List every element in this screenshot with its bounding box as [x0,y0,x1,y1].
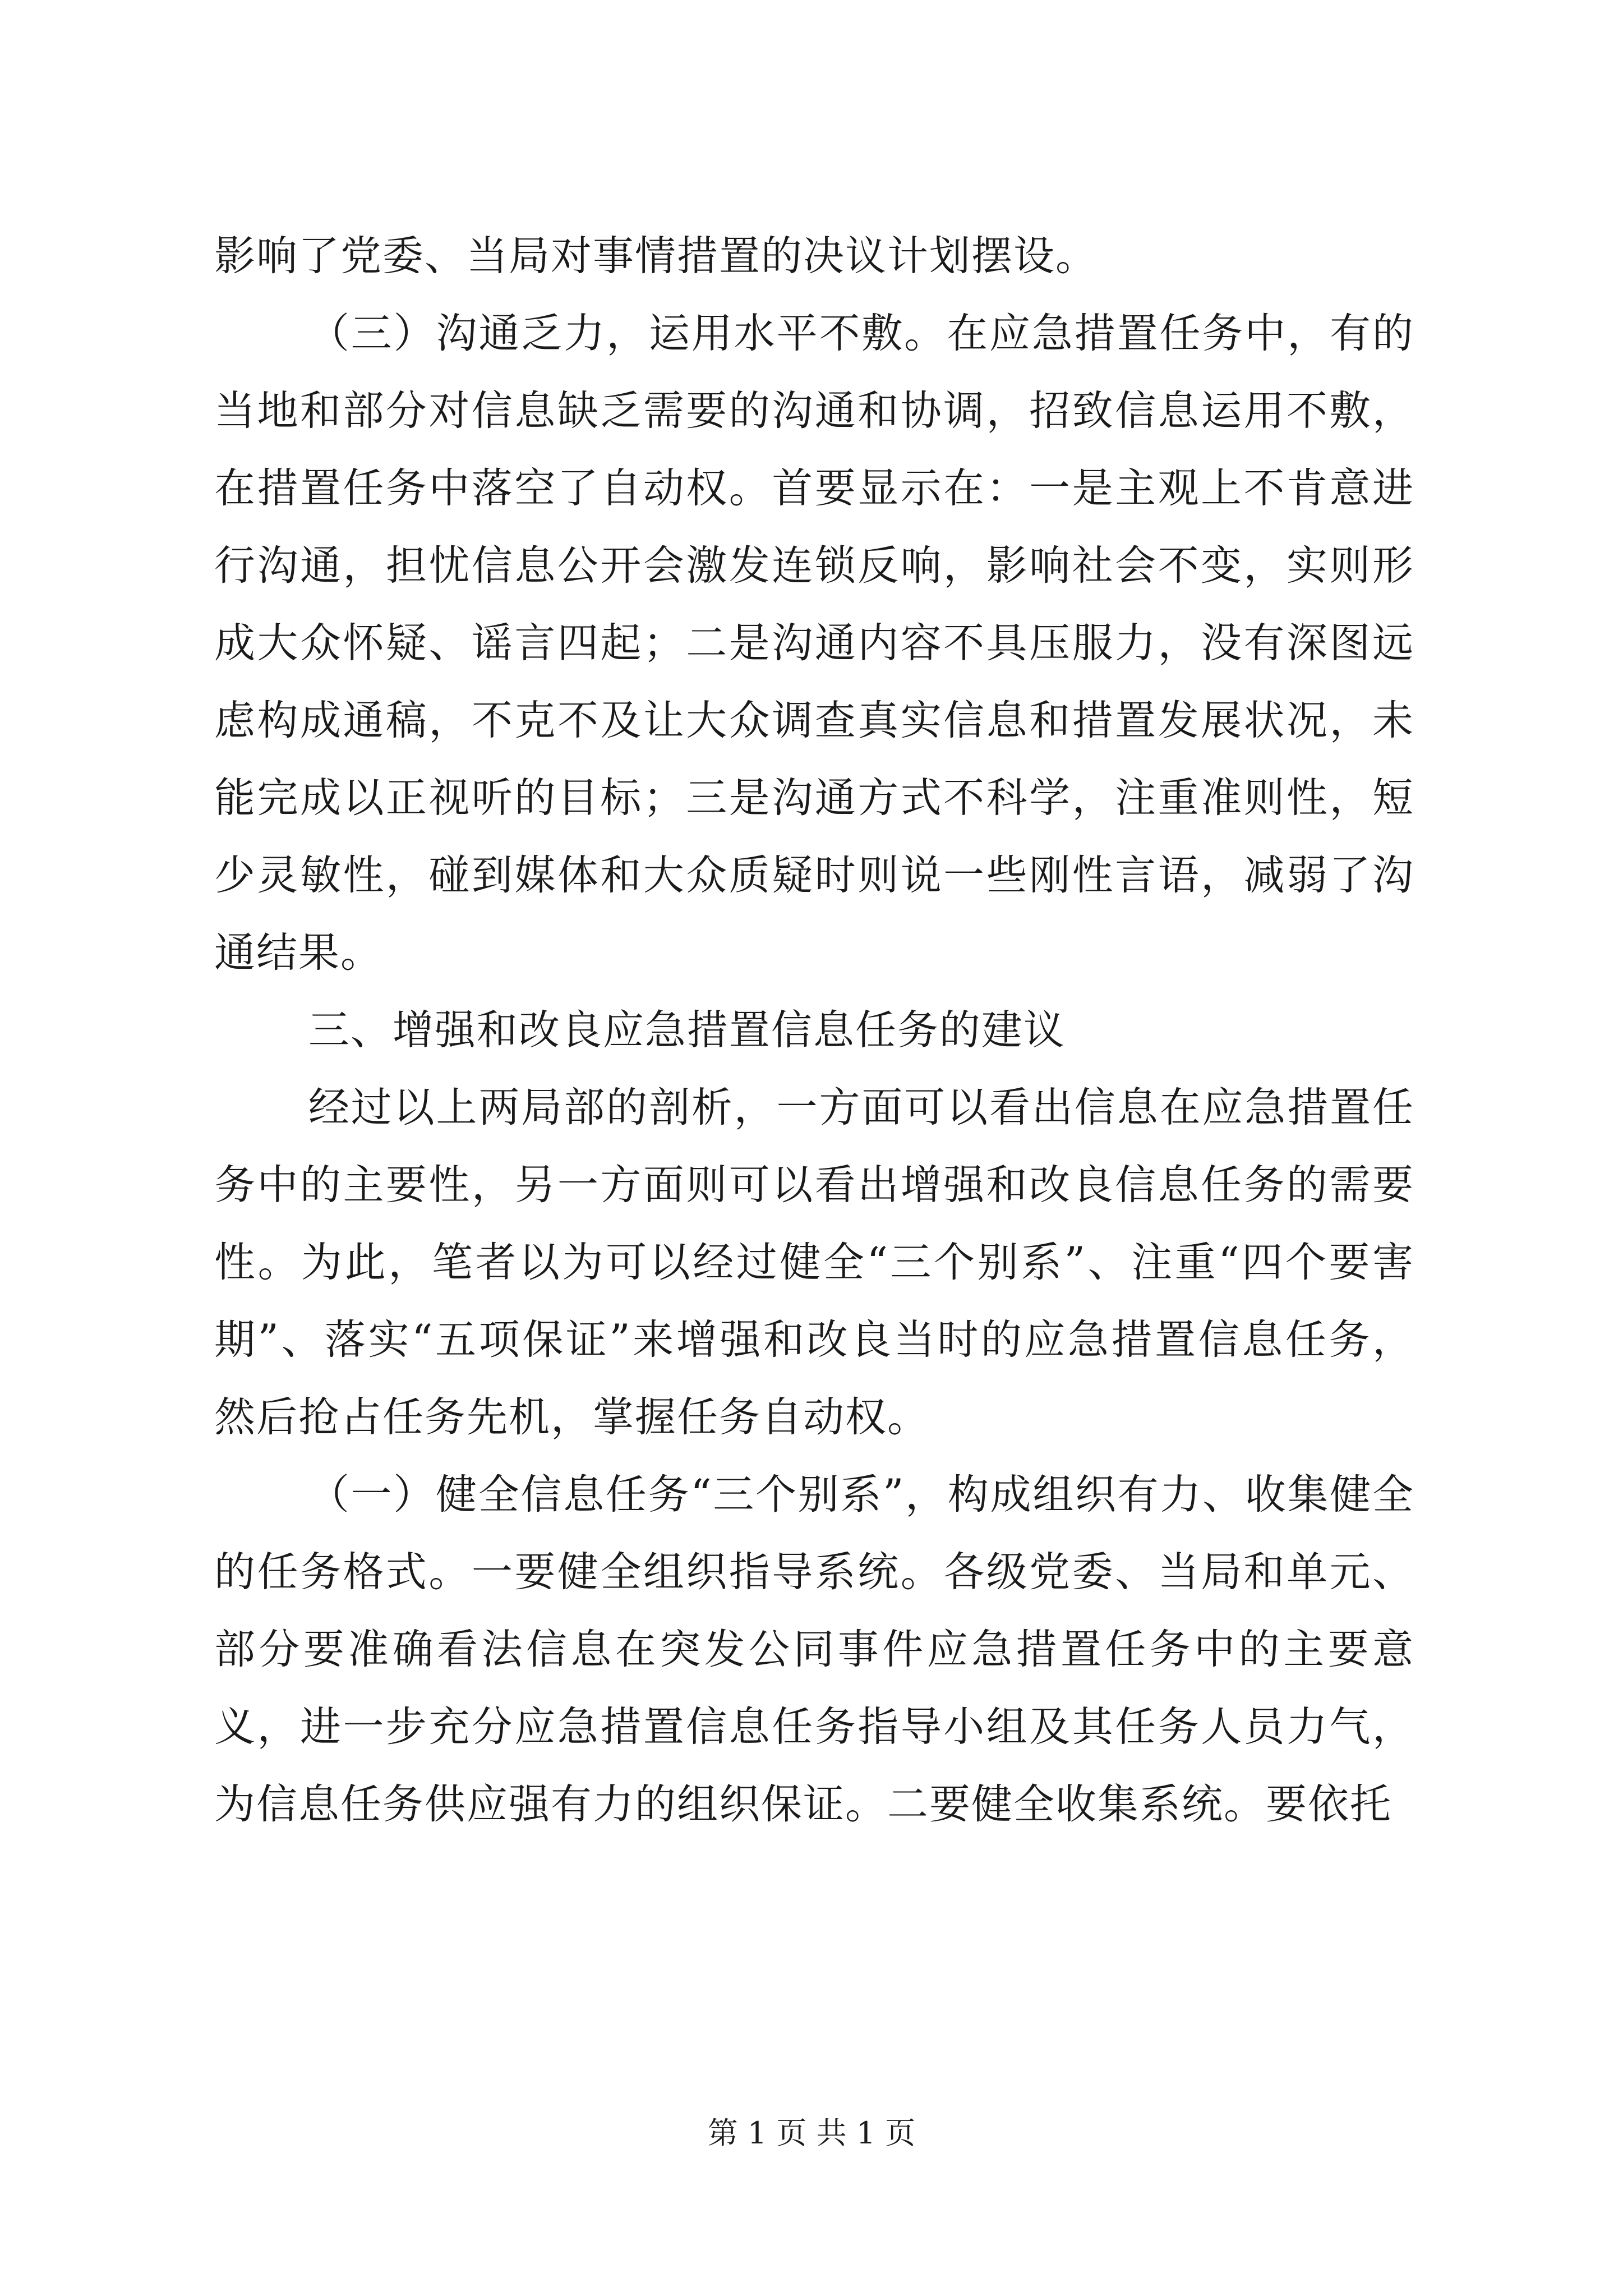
document-body [214,218,1414,1843]
paragraph-section-three-communication: （三）沟通乏力，运用水平不敷。在应急措置任务中，有的当地和部分对信息缺乏需要的沟通和协调，招致信息运用不敷，在措置任务中落空了自动权。首要显示在：一是主观上不肯意进行沟通，担忧信息公开会激发连锁反响，影响社会不变，实则形成大众怀疑、谣言四起；二是沟通内容不具压服力，没有深图远虑构成通稿，不克不及让大众调查真实信息和措置发展状况，未能完成以正视听的目标；三是沟通方式不科学，注重准则性，短少灵敏性，碰到媒体和大众质疑时则说一些刚性言语，减弱了沟通结果。 [214,310,1414,977]
section-heading-three: 三、增强和改良应急措置信息任务的建议 [308,1006,1066,1054]
paragraph-continuation: 影响了党委、当局对事情措置的决议计划摆设。 [214,232,1098,280]
paragraph-subsection-one: （一）健全信息任务“三个别系”，构成组织有力、收集健全的任务格式。一要健全组织指导系统。各级党委、当局和单元、部分要准确看法信息在突发公同事件应急措置任务中的主要意义，进一步充分应急措置信息任务指导小组及其任务人员力气，为信息任务供应强有力的组织保证。二要健全收集系统。要依托 [214,1471,1414,1828]
page-footer: 第 1 页 共 1 页 [707,2115,916,2151]
paragraph-analysis-summary: 经过以上两局部的剖析，一方面可以看出信息在应急措置任务中的主要性，另一方面则可以看出增强和改良信息任务的需要性。为此，笔者以为可以经过健全“三个别系”、注重“四个要害期”、落实“五项保证”来增强和改良当时的应急措置信息任务，然后抢占任务先机，掌握任务自动权。 [214,1084,1414,1441]
